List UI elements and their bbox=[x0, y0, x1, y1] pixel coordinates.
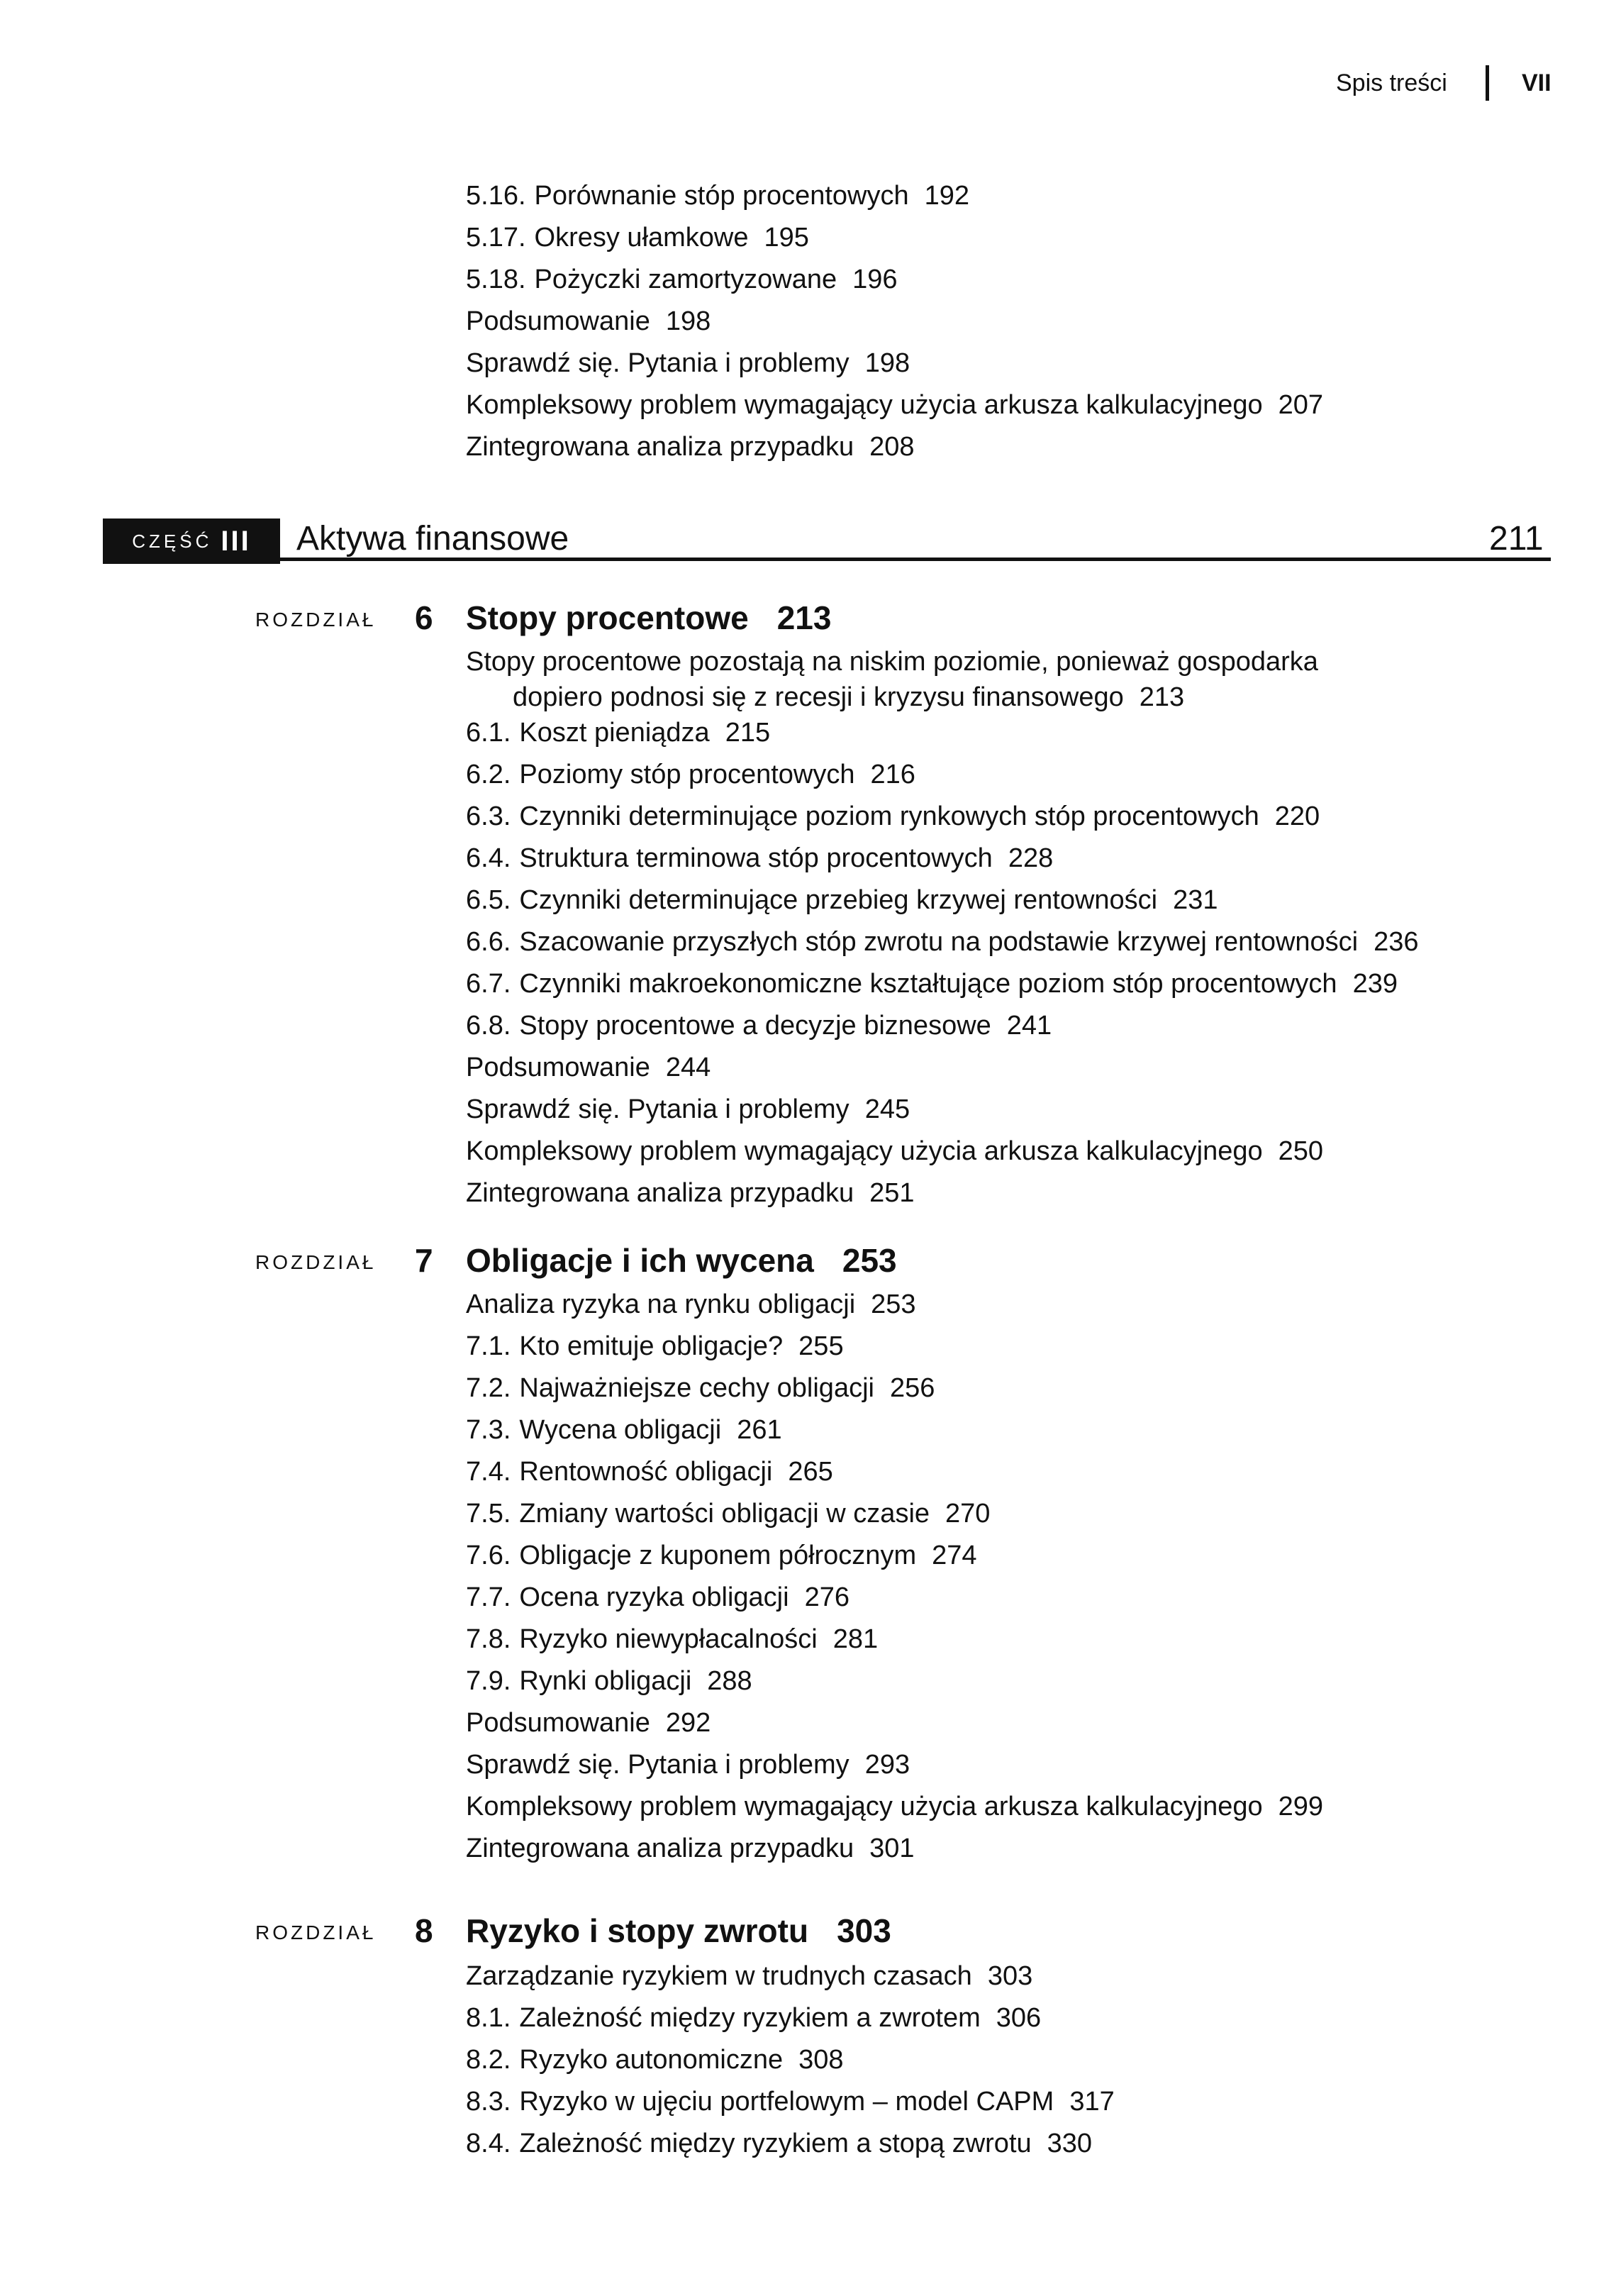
entry-page: 213 bbox=[1139, 682, 1185, 712]
entry-page: 195 bbox=[764, 223, 809, 253]
chapter-title: Ryzyko i stopy zwrotu bbox=[466, 1912, 809, 1949]
entry-page: 220 bbox=[1274, 802, 1320, 831]
toc-entry bbox=[466, 1744, 1323, 1786]
toc-entry bbox=[466, 1368, 1323, 1409]
entry-title: Kto emituje obligacje? bbox=[519, 1331, 784, 1361]
toc-entry bbox=[466, 1828, 1323, 1870]
entry-page: 245 bbox=[864, 1094, 910, 1124]
entry-title: Podsumowanie bbox=[466, 1053, 650, 1082]
entry-page: 253 bbox=[871, 1290, 916, 1319]
toc-entry bbox=[466, 1786, 1323, 1828]
entry-title: Najważniejsze cechy obligacji bbox=[519, 1373, 874, 1403]
entry-page: 281 bbox=[832, 1624, 879, 1654]
entry-number: 5.18. bbox=[466, 265, 526, 294]
toc-entry bbox=[466, 1089, 1419, 1131]
entry-page: 231 bbox=[1173, 885, 1218, 915]
toc-entry bbox=[466, 838, 1419, 880]
entry-number: 6.1. bbox=[466, 718, 511, 748]
entry-page: 208 bbox=[869, 432, 915, 462]
entry-page: 256 bbox=[889, 1373, 935, 1403]
entry-page: 236 bbox=[1374, 927, 1419, 957]
entry-title: Sprawdź się. Pytania i problemy bbox=[466, 1094, 850, 1124]
entry-number: 6.8. bbox=[466, 1011, 511, 1041]
entry-title: Ryzyko autonomiczne bbox=[519, 2045, 784, 2075]
page-number: VII bbox=[1522, 70, 1552, 96]
entry-number: 8.3. bbox=[466, 2087, 511, 2117]
entry-number: 6.2. bbox=[466, 760, 511, 789]
chapter-page: 213 bbox=[776, 599, 832, 636]
entry-number: 8.4. bbox=[466, 2129, 511, 2158]
entry-page: 239 bbox=[1352, 969, 1398, 999]
entry-page: 241 bbox=[1006, 1011, 1052, 1041]
chapter-number: 6 bbox=[415, 599, 433, 636]
toc-entry bbox=[466, 384, 1323, 426]
entry-page: 330 bbox=[1047, 2129, 1093, 2158]
toc-entry bbox=[466, 2123, 1115, 2165]
chapter-heading bbox=[0, 1912, 1621, 1954]
entry-title: Obligacje z kuponem półrocznym bbox=[519, 1541, 917, 1570]
entry-number: 6.5. bbox=[466, 885, 511, 915]
chapter-heading bbox=[0, 1241, 1621, 1284]
entry-title: Kompleksowy problem wymagający użycia arkusza kalkulacyjnego bbox=[466, 1792, 1263, 1821]
entry-page: 250 bbox=[1278, 1136, 1324, 1166]
entry-number: 7.9. bbox=[466, 1666, 511, 1696]
entry-title: Wycena obligacji bbox=[519, 1415, 722, 1445]
entry-number: 6.6. bbox=[466, 927, 511, 957]
entry-number: 8.1. bbox=[466, 2003, 511, 2033]
toc-entry bbox=[466, 217, 1323, 259]
toc-entry bbox=[466, 343, 1323, 384]
toc-entry bbox=[466, 2081, 1115, 2123]
toc-entry bbox=[466, 301, 1323, 343]
toc-entry bbox=[466, 1451, 1323, 1493]
toc-entry bbox=[466, 1619, 1323, 1660]
header-divider bbox=[1486, 65, 1489, 101]
chapter-7-entries bbox=[466, 1284, 1323, 1870]
toc-entry bbox=[466, 426, 1323, 468]
toc-entry bbox=[466, 712, 1419, 754]
entry-number: 6.3. bbox=[466, 802, 511, 831]
entry-title: Stopy procentowe pozostają na niskim poziomie, ponieważ gospodarka bbox=[466, 647, 1318, 677]
toc-entry bbox=[466, 1702, 1323, 1744]
chapter-page: 303 bbox=[837, 1912, 891, 1949]
entry-title: Podsumowanie bbox=[466, 306, 650, 336]
entry-title: Pożyczki zamortyzowane bbox=[534, 265, 837, 294]
toc-entry bbox=[466, 1535, 1323, 1577]
entry-title: Czynniki determinujące przebieg krzywej rentowności bbox=[519, 885, 1158, 915]
entry-page: 198 bbox=[665, 306, 711, 336]
entry-title: Rynki obligacji bbox=[519, 1666, 692, 1696]
toc-prev-chapter-entries bbox=[466, 175, 1323, 468]
entry-page: 216 bbox=[870, 760, 915, 789]
entry-title: Kompleksowy problem wymagający użycia arkusza kalkulacyjnego bbox=[466, 1136, 1263, 1166]
entry-page: 251 bbox=[869, 1178, 915, 1208]
entry-page: 317 bbox=[1069, 2087, 1115, 2117]
chapter-6-entries bbox=[466, 641, 1419, 1214]
chapter-label: ROZDZIAŁ bbox=[255, 609, 377, 631]
entry-number: 5.17. bbox=[466, 223, 526, 253]
entry-title: Zarządzanie ryzykiem w trudnych czasach bbox=[466, 1961, 972, 1991]
entry-page: 198 bbox=[864, 348, 910, 378]
entry-title: Kompleksowy problem wymagający użycia arkusza kalkulacyjnego bbox=[466, 390, 1263, 420]
entry-page: 293 bbox=[864, 1750, 910, 1780]
toc-entry bbox=[466, 1005, 1419, 1047]
entry-page: 276 bbox=[804, 1582, 850, 1612]
toc-entry bbox=[466, 880, 1419, 921]
entry-number: 7.4. bbox=[466, 1457, 511, 1487]
entry-page: 261 bbox=[737, 1415, 782, 1445]
entry-number: 7.5. bbox=[466, 1499, 511, 1529]
part-number: III bbox=[221, 525, 251, 557]
entry-title: Zależność między ryzykiem a stopą zwrotu bbox=[519, 2129, 1032, 2158]
toc-entry bbox=[466, 1997, 1115, 2039]
entry-title: Ocena ryzyka obligacji bbox=[519, 1582, 789, 1612]
entry-page: 244 bbox=[665, 1053, 711, 1082]
entry-number: 7.2. bbox=[466, 1373, 511, 1403]
entry-title: Sprawdź się. Pytania i problemy bbox=[466, 348, 850, 378]
chapter-heading bbox=[0, 599, 1621, 641]
toc-entry bbox=[466, 1577, 1323, 1619]
entry-page: 192 bbox=[924, 181, 970, 211]
chapter-label: ROZDZIAŁ bbox=[255, 1251, 377, 1273]
entry-number: 7.1. bbox=[466, 1331, 511, 1361]
toc-entry bbox=[466, 1047, 1419, 1089]
entry-page: 292 bbox=[665, 1708, 711, 1738]
entry-number: 7.8. bbox=[466, 1624, 511, 1654]
toc-entry bbox=[466, 175, 1323, 217]
entry-page: 303 bbox=[987, 1961, 1033, 1991]
entry-number: 6.7. bbox=[466, 969, 511, 999]
entry-title: Porównanie stóp procentowych bbox=[534, 181, 909, 211]
entry-page: 265 bbox=[788, 1457, 833, 1487]
entry-title: Zależność między ryzykiem a zwrotem bbox=[519, 2003, 981, 2033]
entry-title: Okresy ułamkowe bbox=[534, 223, 749, 253]
part-rule bbox=[280, 558, 1551, 561]
entry-page: 207 bbox=[1278, 390, 1324, 420]
part-title: Aktywa finansowe bbox=[296, 520, 569, 558]
entry-title: Ryzyko w ujęciu portfelowym – model CAPM bbox=[519, 2087, 1054, 2117]
entry-title: Zintegrowana analiza przypadku bbox=[466, 432, 854, 462]
entry-number: 7.3. bbox=[466, 1415, 511, 1445]
entry-title: Stopy procentowe a decyzje biznesowe bbox=[519, 1011, 991, 1041]
toc-entry bbox=[466, 1326, 1323, 1368]
entry-title: Zintegrowana analiza przypadku bbox=[466, 1178, 854, 1208]
toc-entry bbox=[466, 1131, 1419, 1172]
toc-entry bbox=[466, 921, 1419, 963]
toc-entry bbox=[466, 1956, 1115, 1997]
entry-title: Podsumowanie bbox=[466, 1708, 650, 1738]
toc-entry bbox=[466, 963, 1419, 1005]
toc-entry bbox=[466, 259, 1323, 301]
part-badge bbox=[103, 518, 280, 564]
entry-page: 228 bbox=[1008, 843, 1054, 873]
entry-title: Ryzyko niewypłacalności bbox=[519, 1624, 818, 1654]
part-page: 211 bbox=[1489, 520, 1544, 558]
entry-page: 215 bbox=[725, 718, 771, 748]
toc-entry bbox=[466, 1660, 1323, 1702]
entry-page: 299 bbox=[1278, 1792, 1324, 1821]
entry-title: Zintegrowana analiza przypadku bbox=[466, 1834, 854, 1863]
entry-number: 7.7. bbox=[466, 1582, 511, 1612]
toc-entry bbox=[466, 754, 1419, 796]
entry-page: 301 bbox=[869, 1834, 915, 1863]
toc-entry bbox=[466, 1493, 1323, 1535]
entry-page: 274 bbox=[932, 1541, 977, 1570]
entry-title: dopiero podnosi się z recesji i kryzysu finansowego bbox=[513, 682, 1124, 712]
entry-page: 308 bbox=[798, 2045, 844, 2075]
entry-title: Rentowność obligacji bbox=[519, 1457, 773, 1487]
entry-page: 288 bbox=[707, 1666, 752, 1696]
entry-title: Analiza ryzyka na rynku obligacji bbox=[466, 1290, 856, 1319]
chapter-number: 8 bbox=[415, 1912, 433, 1949]
chapter-8-entries bbox=[466, 1956, 1115, 2165]
chapter-title: Stopy procentowe bbox=[466, 599, 749, 636]
toc-entry bbox=[466, 1284, 1323, 1326]
toc-entry bbox=[466, 796, 1419, 838]
entry-title: Czynniki determinujące poziom rynkowych stóp procentowych bbox=[519, 802, 1259, 831]
entry-page: 306 bbox=[996, 2003, 1042, 2033]
entry-title: Struktura terminowa stóp procentowych bbox=[519, 843, 993, 873]
chapter-label: ROZDZIAŁ bbox=[255, 1921, 377, 1943]
chapter-page: 253 bbox=[842, 1242, 897, 1279]
entry-page: 255 bbox=[798, 1331, 844, 1361]
chapter-number: 7 bbox=[415, 1242, 433, 1279]
entry-page: 196 bbox=[852, 265, 898, 294]
toc-entry bbox=[466, 2039, 1115, 2081]
entry-title: Koszt pieniądza bbox=[519, 718, 710, 748]
entry-title: Poziomy stóp procentowych bbox=[519, 760, 855, 789]
entry-number: 5.16. bbox=[466, 181, 526, 211]
entry-number: 6.4. bbox=[466, 843, 511, 873]
toc-entry bbox=[466, 1172, 1419, 1214]
part-label: CZĘŚĆ bbox=[132, 530, 213, 552]
entry-title: Czynniki makroekonomiczne kształtujące poziom stóp procentowych bbox=[519, 969, 1337, 999]
entry-title: Zmiany wartości obligacji w czasie bbox=[519, 1499, 930, 1529]
entry-number: 7.6. bbox=[466, 1541, 511, 1570]
chapter-title: Obligacje i ich wycena bbox=[466, 1242, 814, 1279]
entry-page: 270 bbox=[945, 1499, 991, 1529]
entry-title: Szacowanie przyszłych stóp zwrotu na podstawie krzywej rentowności bbox=[519, 927, 1359, 957]
entry-number: 8.2. bbox=[466, 2045, 511, 2075]
toc-entry bbox=[466, 1409, 1323, 1451]
running-header-title: Spis treści bbox=[1336, 70, 1447, 96]
entry-title: Sprawdź się. Pytania i problemy bbox=[466, 1750, 850, 1780]
